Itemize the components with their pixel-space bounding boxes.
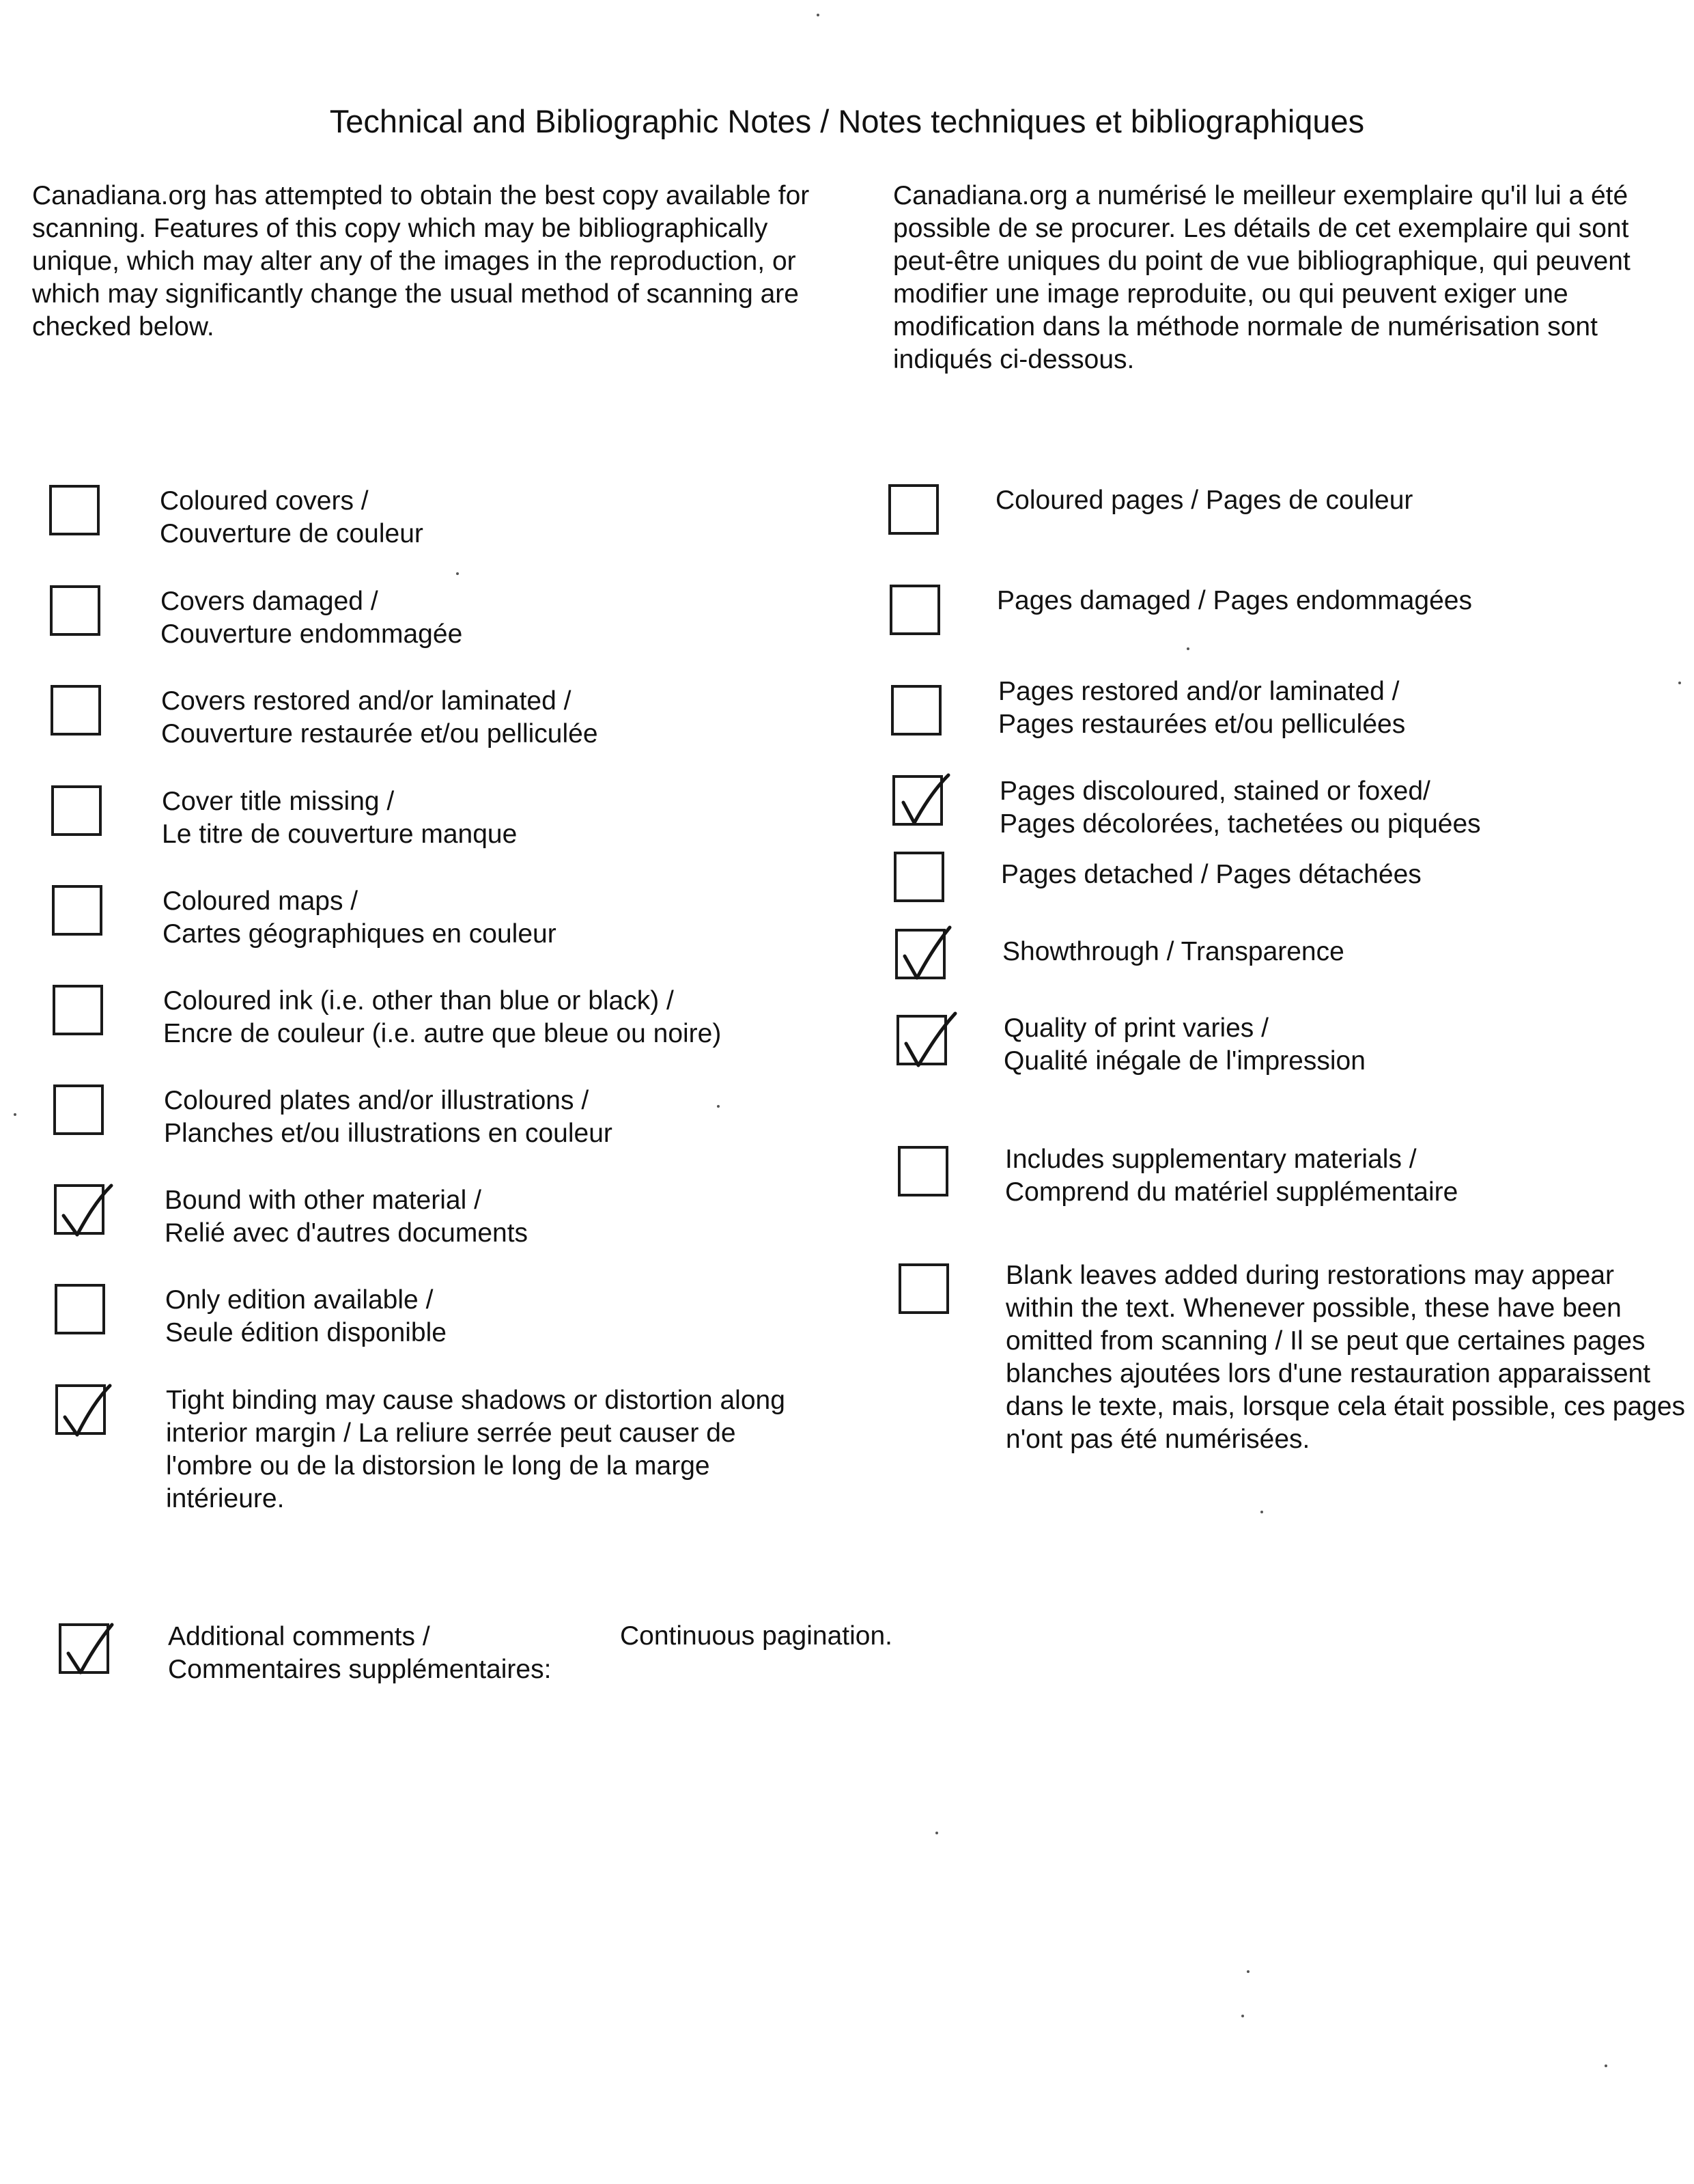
checkbox[interactable] bbox=[890, 585, 940, 635]
intro-english: Canadiana.org has attempted to obtain the best copy available for scanning. Features of this copy which may be bibliographically unique, which may alter any of the images in the reproduction, or which may significantly change the usual method of scanning are checked below. bbox=[32, 181, 810, 341]
checkbox[interactable] bbox=[888, 484, 939, 535]
checkbox[interactable] bbox=[898, 1146, 948, 1196]
scan-speck bbox=[1247, 1970, 1250, 1973]
checkbox[interactable] bbox=[897, 1015, 947, 1065]
checkbox[interactable] bbox=[52, 885, 102, 936]
checkbox[interactable] bbox=[55, 1384, 106, 1435]
intro-french: Canadiana.org a numérisé le meilleur exemplaire qu'il lui a été possible de se procurer. Les détails de cet exemplaire qui sont peut-être uniques du point de vue bibliographique, qui peuvent modifier une image reproduite, ou qui peuvent exiger une modification dans la méthode normale de numérisation sont indiqués ci-dessous. bbox=[893, 181, 1631, 374]
scan-speck bbox=[1187, 647, 1189, 650]
item-label: Pages damaged / Pages endommagées bbox=[997, 586, 1472, 615]
checkbox[interactable] bbox=[895, 929, 946, 979]
checkbox[interactable] bbox=[59, 1623, 109, 1674]
checkmark-icon bbox=[59, 1619, 117, 1681]
item-label: Only edition available / Seule édition disponible bbox=[165, 1285, 447, 1347]
checkbox[interactable] bbox=[51, 785, 102, 836]
checkbox[interactable] bbox=[53, 985, 103, 1035]
page-title: Technical and Bibliographic Notes / Notes techniques et bibliographiques bbox=[329, 103, 1365, 139]
item-label: Covers restored and/or laminated / Couverture restaurée et/ou pelliculée bbox=[161, 686, 598, 748]
checkmark-icon bbox=[895, 925, 954, 986]
item-label: Blank leaves added during restorations may appear within the text. Whenever possible, these have been omitted from scanning / Il se peut que certaines pages blanches ajoutées lors d'une restauration apparaissent dans le texte, mais, lorsque cela était possible, ces pages n'ont pas été numérisées. bbox=[1006, 1261, 1686, 1454]
checkbox[interactable] bbox=[891, 685, 942, 736]
checkbox[interactable] bbox=[55, 1284, 105, 1334]
scan-speck bbox=[1678, 682, 1681, 684]
scan-speck bbox=[1605, 2064, 1607, 2067]
item-label: Pages discoloured, stained or foxed/ Pages décolorées, tachetées ou piquées bbox=[1000, 776, 1481, 839]
checkmark-icon bbox=[897, 1011, 955, 1072]
scan-speck bbox=[456, 572, 459, 575]
scan-speck bbox=[717, 1105, 720, 1108]
additional-comments-value: Continuous pagination. bbox=[620, 1621, 892, 1651]
item-label: Coloured pages / Pages de couleur bbox=[996, 486, 1413, 515]
checkbox[interactable] bbox=[899, 1263, 949, 1314]
checkbox[interactable] bbox=[54, 1184, 104, 1235]
scan-speck bbox=[14, 1113, 16, 1116]
scan-speck bbox=[935, 1832, 938, 1834]
checkmark-icon bbox=[55, 1380, 114, 1442]
checkbox[interactable] bbox=[53, 1084, 104, 1135]
item-label: Showthrough / Transparence bbox=[1002, 937, 1344, 966]
item-label: Cover title missing / Le titre de couverture manque bbox=[162, 787, 518, 849]
checkbox[interactable] bbox=[892, 775, 943, 826]
item-label: Coloured plates and/or illustrations / Planches et/ou illustrations en couleur bbox=[164, 1086, 612, 1148]
item-label: Quality of print varies / Qualité inégale de l'impression bbox=[1004, 1013, 1366, 1076]
scan-speck bbox=[1260, 1511, 1263, 1513]
item-label: Coloured covers / Couverture de couleur bbox=[160, 486, 423, 548]
item-label: Covers damaged / Couverture endommagée bbox=[160, 587, 463, 649]
item-label: Pages detached / Pages détachées bbox=[1001, 860, 1422, 889]
checkbox[interactable] bbox=[49, 485, 100, 535]
item-label: Tight binding may cause shadows or distortion along interior margin / La reliure serrée peut causer de l'ombre ou de la distorsion le long de la marge intérieure. bbox=[166, 1386, 785, 1513]
checkbox[interactable] bbox=[51, 685, 101, 736]
item-label: Coloured maps / Cartes géographiques en couleur bbox=[163, 886, 556, 949]
checkmark-icon bbox=[892, 771, 951, 832]
checkmark-icon bbox=[54, 1180, 113, 1242]
item-label: Coloured ink (i.e. other than blue or black) / Encre de couleur (i.e. autre que bleue ou noire) bbox=[163, 986, 722, 1048]
item-label: Includes supplementary materials / Comprend du matériel supplémentaire bbox=[1005, 1145, 1458, 1207]
checkbox[interactable] bbox=[894, 852, 944, 902]
item-label: Additional comments / Commentaires supplémentaires: bbox=[168, 1622, 552, 1684]
item-label: Pages restored and/or laminated / Pages restaurées et/ou pelliculées bbox=[998, 677, 1406, 739]
scan-speck bbox=[1241, 2015, 1244, 2017]
scan-speck bbox=[817, 14, 819, 16]
item-label: Bound with other material / Relié avec d'autres documents bbox=[165, 1186, 528, 1248]
checkbox[interactable] bbox=[50, 585, 100, 636]
